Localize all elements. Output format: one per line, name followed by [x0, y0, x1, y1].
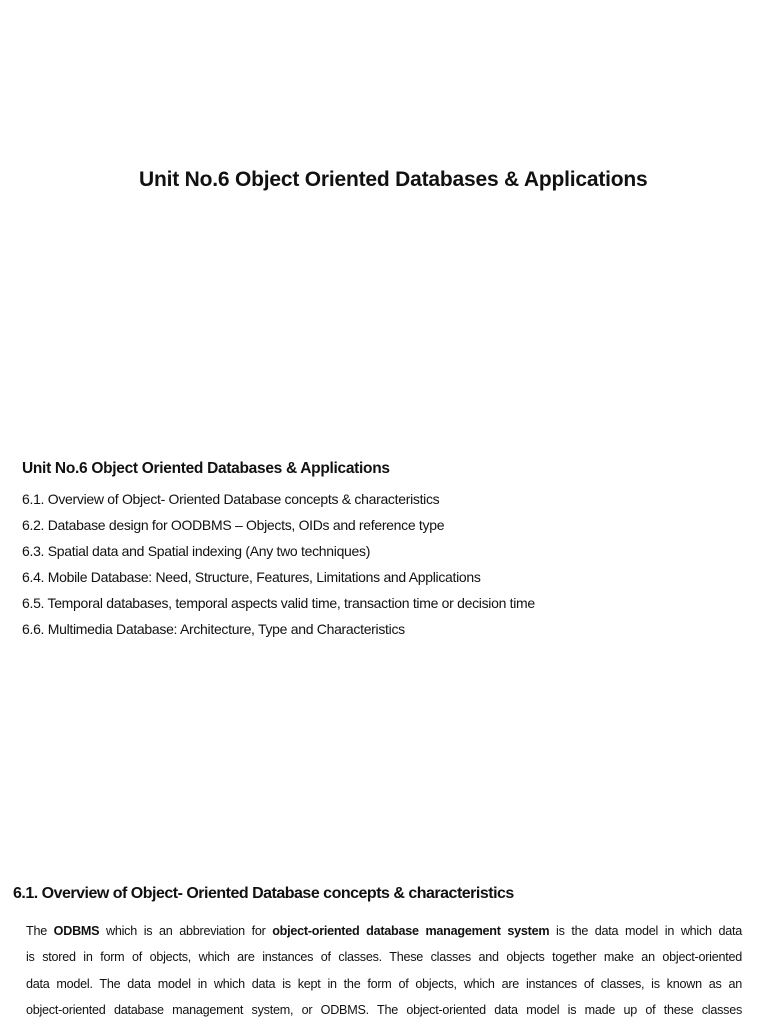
- syllabus-item: 6.2. Database design for OODBMS – Objects, OIDs and reference type: [22, 517, 445, 533]
- syllabus-heading: Unit No.6 Object Oriented Databases & Applications: [22, 460, 390, 477]
- page-title: Unit No.6 Object Oriented Databases & Applications: [139, 168, 648, 191]
- paragraph-line: data model. The data model in which data is kept in the form of objects, which are instances of classes, is known as an: [26, 976, 742, 991]
- syllabus-section: [22, 459, 535, 642]
- syllabus-item: 6.1. Overview of Object- Oriented Database concepts & characteristics: [22, 491, 440, 507]
- syllabus-list: [22, 486, 535, 642]
- syllabus-item: 6.3. Spatial data and Spatial indexing (Any two techniques): [22, 543, 371, 559]
- text-run: is the data model in which data: [549, 924, 742, 938]
- bold-term-odbms: ODBMS: [53, 924, 100, 938]
- paragraph-line: object-oriented database management system, or ODBMS. The object-oriented data model is made up of these classes: [26, 1002, 742, 1017]
- text-run: which is an abbreviation for: [99, 924, 273, 938]
- syllabus-item: 6.5. Temporal databases, temporal aspects valid time, transaction time or decision time: [22, 595, 535, 611]
- section-paragraph: [26, 918, 742, 1023]
- paragraph-line: is stored in form of objects, which are instances of classes. These classes and objects together make an object-oriented: [26, 950, 742, 965]
- bold-term-oodbms-full: object-oriented database management system: [272, 924, 550, 938]
- section-heading: 6.1. Overview of Object- Oriented Database concepts & characteristics: [13, 885, 514, 902]
- syllabus-item: 6.6. Multimedia Database: Architecture, Type and Characteristics: [22, 621, 405, 637]
- text-run: The: [26, 924, 54, 938]
- syllabus-item: 6.4. Mobile Database: Need, Structure, Features, Limitations and Applications: [22, 569, 481, 585]
- paragraph-line: [26, 918, 742, 944]
